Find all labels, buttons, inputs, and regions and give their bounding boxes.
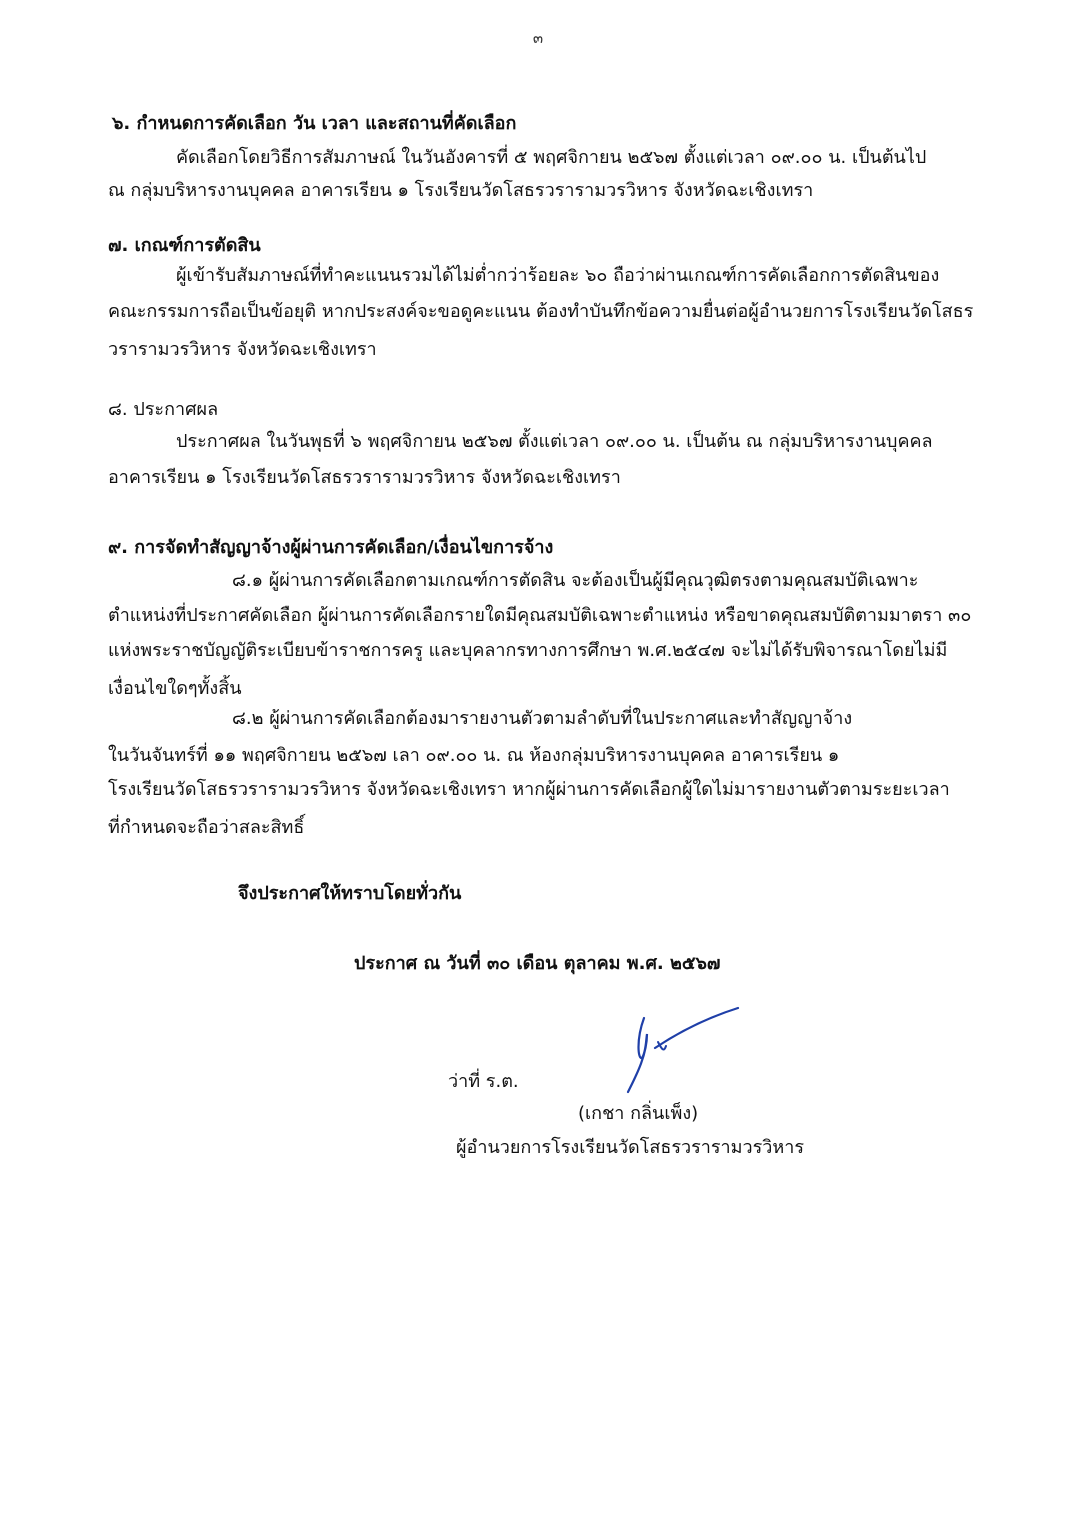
section-8-line-1: ประกาศผล ในวันพุธที่ ๖ พฤศจิกายน ๒๕๖๗ ตั้งแต่เวลา ๐๙.๐๐ น. เป็นต้น ณ กลุ่มบริหารงานบุคคล bbox=[176, 431, 933, 452]
section-9-line-7: โรงเรียนวัดโสธรวรารามวรวิหาร จังหวัดฉะเชิงเทรา หากผู้ผ่านการคัดเลือกผู้ใดไม่มารายงานตัวตามระยะเวลา bbox=[108, 779, 950, 800]
section-9-line-3: แห่งพระราชบัญญัติระเบียบข้าราชการครู และบุคลากรทางการศึกษา พ.ศ.๒๕๔๗ จะไม่ได้รับพิจารณาโดยไม่มี bbox=[108, 640, 948, 661]
announce-date: ประกาศ ณ วันที่ ๓๐ เดือน ตุลาคม พ.ศ. ๒๕๖๗ bbox=[354, 953, 721, 974]
section-7-line-3: วรารามวรวิหาร จังหวัดฉะเชิงเทรา bbox=[108, 339, 377, 360]
section-9-line-2: ตำแหน่งที่ประกาศคัดเลือก ผู้ผ่านการคัดเลือกรายใดมีคุณสมบัติเฉพาะตำแหน่ง หรือขาดคุณสมบัติตามมาตรา ๓๐ bbox=[108, 605, 972, 626]
section-9-line-8: ที่กำหนดจะถือว่าสละสิทธิ์ bbox=[108, 817, 305, 838]
section-8-line-2: อาคารเรียน ๑ โรงเรียนวัดโสธรวรารามวรวิหาร จังหวัดฉะเชิงเทรา bbox=[108, 467, 621, 488]
section-6-heading: ๖. กำหนดการคัดเลือก วัน เวลา และสถานที่คัดเลือก bbox=[112, 113, 517, 134]
signature bbox=[600, 1000, 760, 1100]
section-9-line-4: เงื่อนไขใดๆทั้งสิ้น bbox=[108, 678, 242, 699]
section-6-line-1: คัดเลือกโดยวิธีการสัมภาษณ์ ในวันอังคารที่ ๕ พฤศจิกายน ๒๕๖๗ ตั้งแต่เวลา ๐๙.๐๐ น. เป็นต้นไป bbox=[176, 147, 927, 168]
section-9-line-6: ในวันจันทร์ที่ ๑๑ พฤศจิกายน ๒๕๖๗ เลา ๐๙.๐๐ น. ณ ห้องกลุ่มบริหารงานบุคคล อาคารเรียน ๑ bbox=[108, 745, 840, 766]
section-9-line-1: ๘.๑ ผู้ผ่านการคัดเลือกตามเกณฑ์การตัดสิน จะต้องเป็นผู้มีคุณวุฒิตรงตามคุณสมบัติเฉพาะ bbox=[232, 570, 919, 591]
section-9-heading: ๙. การจัดทำสัญญาจ้างผู้ผ่านการคัดเลือก/เงื่อนไขการจ้าง bbox=[108, 537, 554, 558]
section-7-line-1: ผู้เข้ารับสัมภาษณ์ที่ทำคะแนนรวมได้ไม่ต่ำกว่าร้อยละ ๖๐ ถือว่าผ่านเกณฑ์การคัดเลือกการตัดสินของ bbox=[176, 265, 940, 286]
signatory-title: ว่าที่ ร.ต. bbox=[448, 1071, 519, 1092]
section-6-line-2: ณ กลุ่มบริหารงานบุคคล อาคารเรียน ๑ โรงเรียนวัดโสธรวรารามวรวิหาร จังหวัดฉะเชิงเทรา bbox=[108, 180, 814, 201]
announce-line: จึงประกาศให้ทราบโดยทั่วกัน bbox=[238, 883, 462, 904]
section-7-heading: ๗. เกณฑ์การตัดสิน bbox=[108, 235, 261, 256]
page-number: ๓ bbox=[532, 29, 544, 47]
section-9-line-5: ๘.๒ ผู้ผ่านการคัดเลือกต้องมารายงานตัวตามลำดับที่ในประกาศและทำสัญญาจ้าง bbox=[232, 708, 853, 729]
signatory-position: ผู้อำนวยการโรงเรียนวัดโสธรวรารามวรวิหาร bbox=[456, 1137, 805, 1158]
section-7-line-2: คณะกรรมการถือเป็นข้อยุติ หากประสงค์จะขอดูคะแนน ต้องทำบันทึกข้อความยื่นต่อผู้อำนวยการโรงเรียนวัดโสธร bbox=[108, 301, 974, 322]
section-8-heading: ๘. ประกาศผล bbox=[108, 399, 219, 420]
signatory-name: (เกชา กลิ่นเพ็ง) bbox=[578, 1103, 699, 1124]
